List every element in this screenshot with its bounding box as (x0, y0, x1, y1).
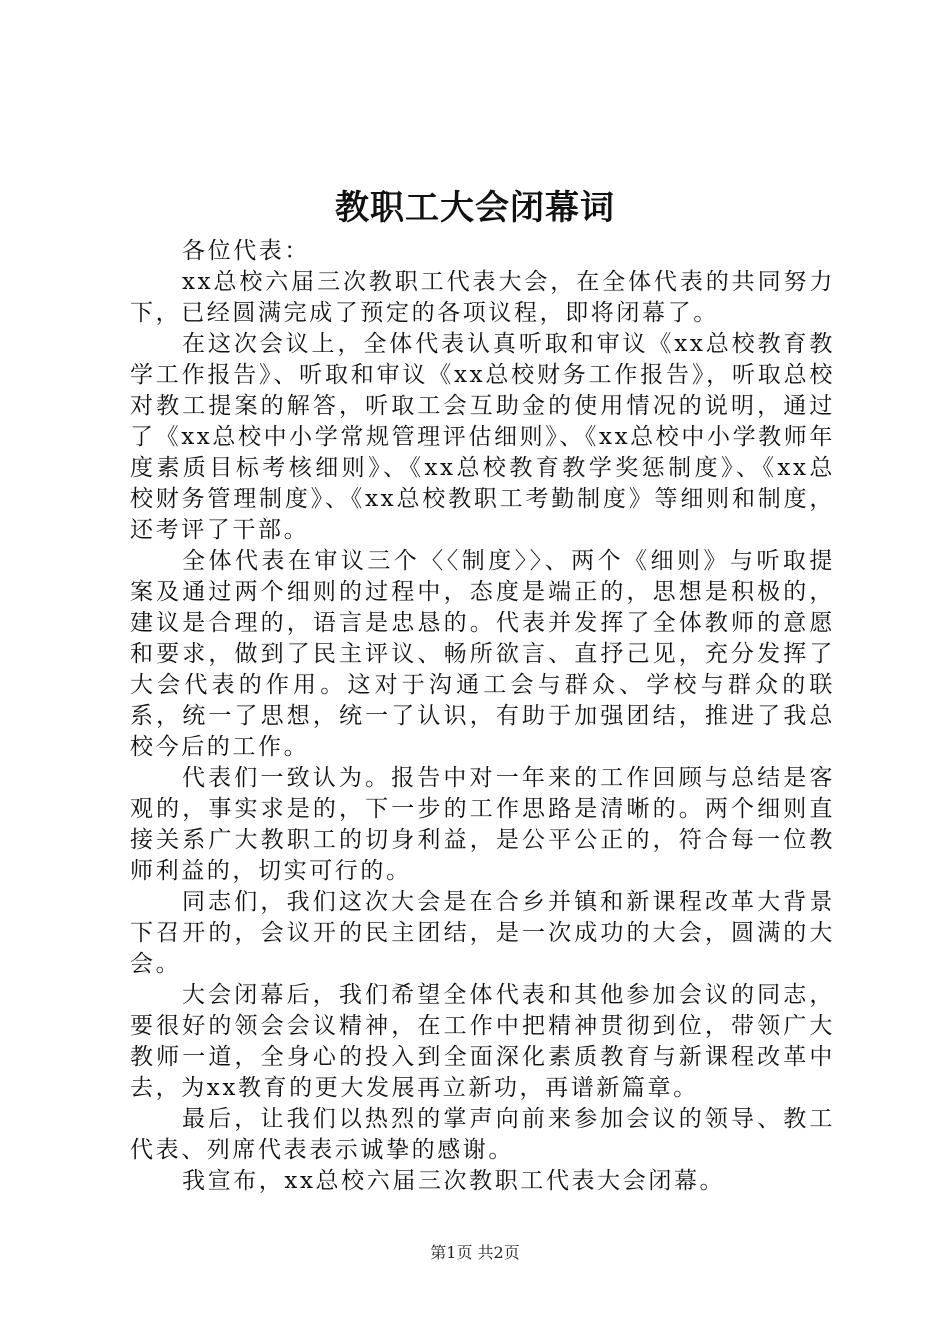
paragraph: 在这次会议上，全体代表认真听取和审议《xx总校教育教学工作报告》、听取和审议《xx总校财务工作报告》，听取总校对教工提案的解答，听取工会互助金的使用情况的说明，通过了《xx总校中小学常规管理评估细则》、《xx总校中小学教师年度素质目标考核细则》、《xx总校教育教学奖惩制度》、《xx总校财务管理制度》、《xx总校教职工考勤制度》等细则和制度，还考评了干部。 (130, 331, 835, 543)
page-number-footer: 第1页 共2页 (430, 1243, 520, 1262)
paragraph: xx总校六届三次教职工代表大会，在全体代表的共同努力下，已经圆满完成了预定的各项议程，即将闭幕了。 (130, 269, 835, 326)
paragraph-salutation: 各位代表： (182, 238, 310, 264)
document-title: 教职工大会闭幕词 (335, 188, 615, 228)
paragraph-closing: 我宣布，xx总校六届三次教职工代表大会闭幕。 (182, 1168, 726, 1194)
paragraph: 代表们一致认为。报告中对一年来的工作回顾与总结是客观的，事实求是的，下一步的工作思路是清晰的。两个细则直接关系广大教职工的切身利益，是公平公正的，符合每一位教师利益的，切实可行的。 (130, 765, 835, 884)
paragraph: 全体代表在审议三个〈〈制度〉〉、两个《细则》与听取提案及通过两个细则的过程中，态度是端正的，思想是积极的，建议是合理的，语言是忠恳的。代表并发挥了全体教师的意愿和要求，做到了民主评议、畅所欲言、直抒己见，充分发挥了大会代表的作用。这对于沟通工会与群众、学校与群众的联系，统一了思想，统一了认识，有助于加强团结，推进了我总校今后的工作。 (130, 548, 835, 760)
paragraph: 最后，让我们以热烈的掌声向前来参加会议的领导、教工代表、列席代表表示诚挚的感谢。 (130, 1106, 835, 1163)
document-body (130, 236, 835, 1197)
paragraph: 同志们，我们这次大会是在合乡并镇和新课程改革大背景下召开的，会议开的民主团结，是一次成功的大会，圆满的大会。 (130, 889, 835, 977)
paragraph: 大会闭幕后，我们希望全体代表和其他参加会议的同志，要很好的领会会议精神，在工作中把精神贯彻到位，带领广大教师一道，全身心的投入到全面深化素质教育与新课程改革中去，为xx教育的更大发展再立新功，再谱新篇章。 (130, 982, 835, 1101)
